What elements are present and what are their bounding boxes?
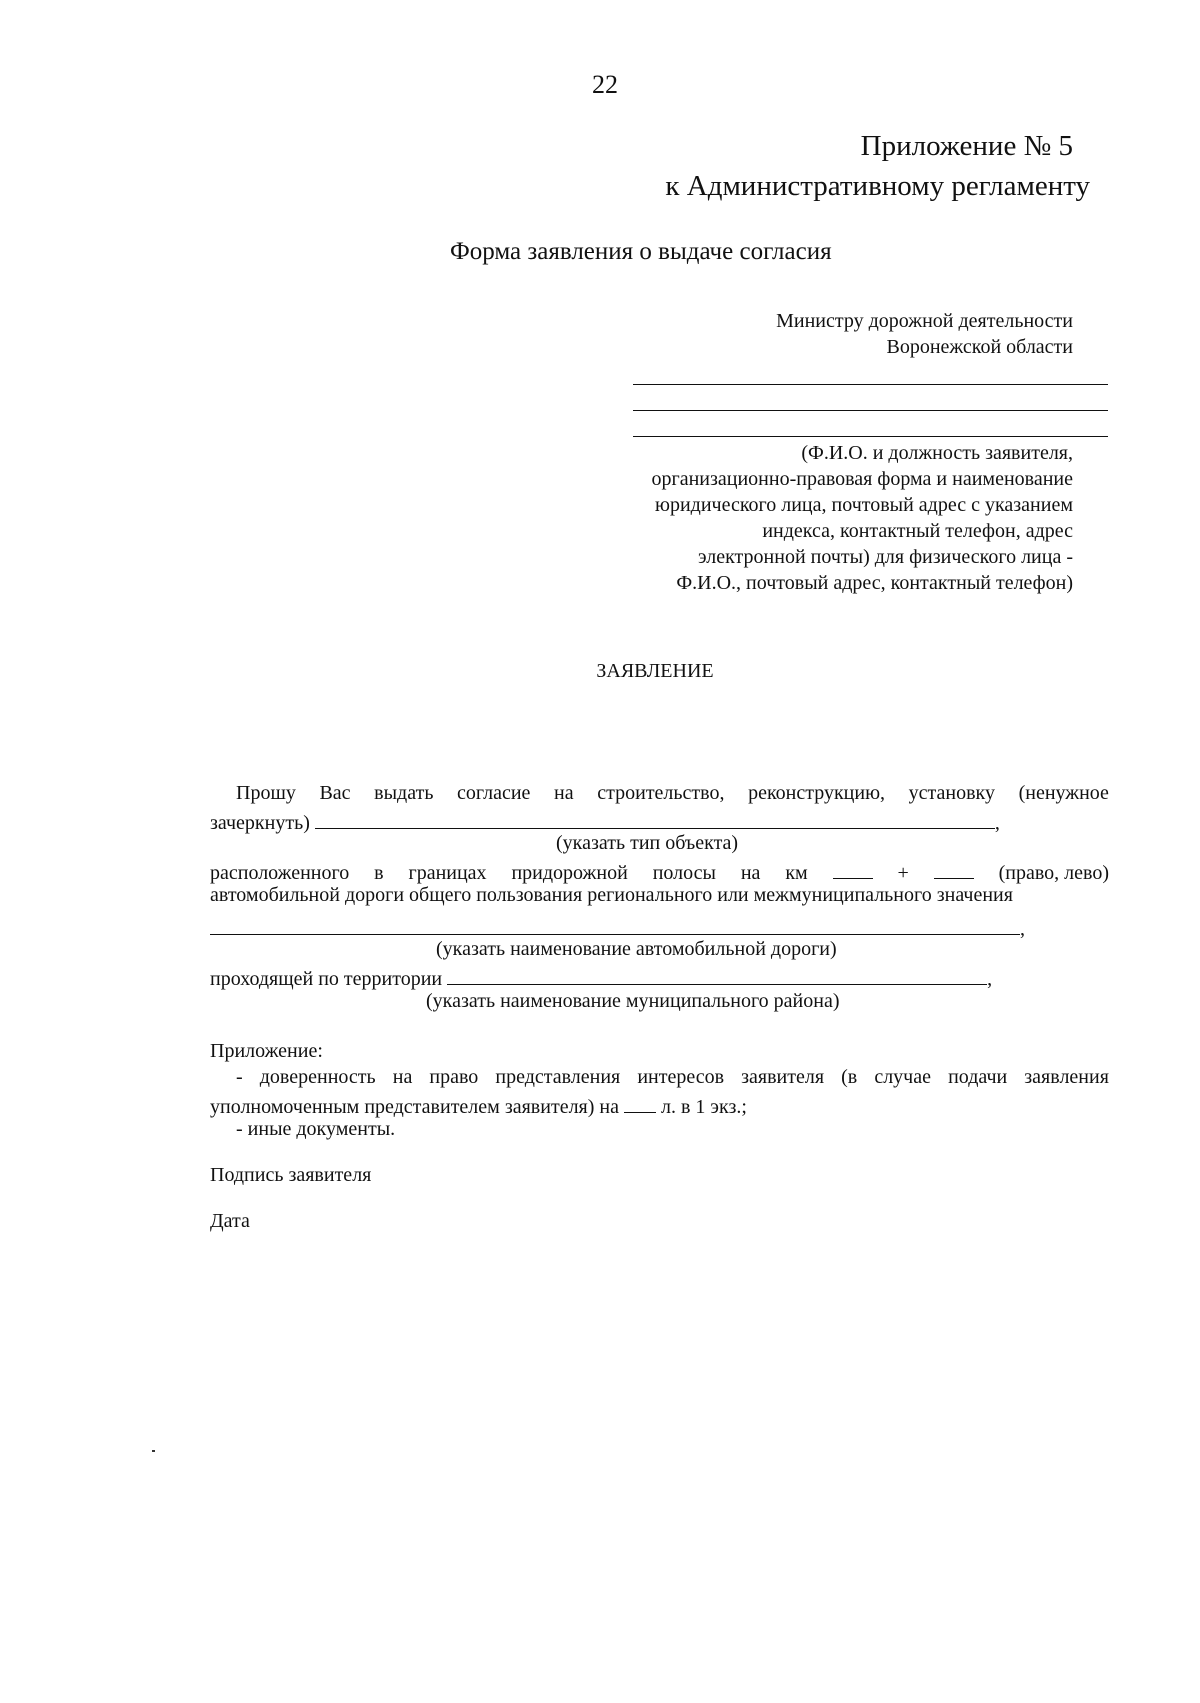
word: согласие (457, 782, 531, 804)
line-suffix: л. в 1 экз.; (660, 1096, 747, 1118)
attachment-item-1-cont (210, 1092, 747, 1119)
appendix-title: Приложение № 5 (860, 130, 1073, 162)
comma: , (1020, 918, 1025, 940)
attachments-label: Приложение: (210, 1040, 323, 1062)
word: (ненужное (1018, 782, 1109, 804)
word: границах (408, 862, 487, 884)
word: Прошу (236, 782, 296, 804)
comma: , (987, 968, 993, 990)
line-prefix: зачеркнуть) (210, 812, 310, 834)
district-field[interactable] (447, 964, 987, 985)
attachment-item-2: - иные документы. (236, 1118, 396, 1140)
word: случае (874, 1066, 931, 1088)
caption-object-type: (указать тип объекта) (556, 832, 739, 854)
word: Вас (319, 782, 351, 804)
word: строительство, (597, 782, 725, 804)
object-type-field[interactable] (315, 808, 995, 829)
hint-line: юридического лица, почтовый адрес с указанием (655, 494, 1073, 516)
applicant-line-3[interactable] (633, 436, 1108, 437)
km-field[interactable] (833, 858, 873, 879)
word: на (740, 862, 761, 884)
word: км (785, 862, 808, 884)
appendix-subtitle: к Административному регламенту (665, 170, 1090, 202)
word: заявителя (741, 1066, 825, 1088)
territory-line (210, 964, 992, 991)
page-number: 22 (592, 70, 618, 99)
side-hint: (право, лево) (998, 862, 1109, 884)
caption-road-name: (указать наименование автомобильной дороги) (436, 938, 837, 960)
attachment-item-1 (236, 1066, 1109, 1089)
word: на (392, 1066, 413, 1088)
offset-field[interactable] (934, 858, 974, 879)
applicant-hint (652, 440, 1074, 596)
hint-line: электронной почты) для физического лица - (698, 546, 1073, 568)
applicant-line-2[interactable] (633, 410, 1108, 411)
hint-line: (Ф.И.О. и должность заявителя, (801, 442, 1073, 464)
sheets-count-field[interactable] (624, 1092, 656, 1113)
word: интересов (637, 1066, 725, 1088)
date-label: Дата (210, 1210, 250, 1232)
request-line-3 (210, 858, 1109, 885)
word: право (429, 1066, 479, 1088)
addressee-line: Воронежской области (886, 336, 1073, 358)
word: выдать (374, 782, 434, 804)
road-name-field[interactable] (210, 914, 1020, 935)
word: реконструкцию, (748, 782, 886, 804)
scan-speck (152, 1450, 155, 1452)
word: доверенность (259, 1066, 376, 1088)
word: представления (495, 1066, 621, 1088)
document-heading: ЗАЯВЛЕНИЕ (596, 660, 714, 682)
plus-sign: + (897, 862, 909, 884)
road-name-line (210, 914, 1025, 941)
form-title: Форма заявления о выдаче согласия (450, 238, 832, 265)
word: придорожной (511, 862, 628, 884)
word: подачи (948, 1066, 1008, 1088)
applicant-line-1[interactable] (633, 384, 1108, 385)
word: в (374, 862, 384, 884)
comma: , (994, 812, 1000, 834)
word: на (554, 782, 574, 804)
line-prefix: уполномоченным представителем заявителя) на (210, 1096, 619, 1118)
word: расположенного (210, 862, 350, 884)
hint-line: индекса, контактный телефон, адрес (762, 520, 1073, 542)
word: полосы (652, 862, 716, 884)
addressee (776, 308, 1073, 360)
request-line-4: автомобильной дороги общего пользования регионального или межмуниципального значения (210, 884, 1013, 906)
word: - (236, 1066, 243, 1088)
hint-line: Ф.И.О., почтовый адрес, контактный телефон) (676, 572, 1073, 594)
word: установку (908, 782, 995, 804)
signature-label: Подпись заявителя (210, 1164, 372, 1186)
word: заявления (1024, 1066, 1109, 1088)
word: (в (841, 1066, 858, 1088)
request-line-2 (210, 808, 1000, 835)
hint-line: организационно-правовая форма и наименование (651, 468, 1073, 490)
caption-district: (указать наименование муниципального района) (426, 990, 840, 1012)
request-line-1 (236, 782, 1109, 805)
addressee-line: Министру дорожной деятельности (776, 310, 1073, 332)
line-prefix: проходящей по территории (210, 968, 443, 990)
